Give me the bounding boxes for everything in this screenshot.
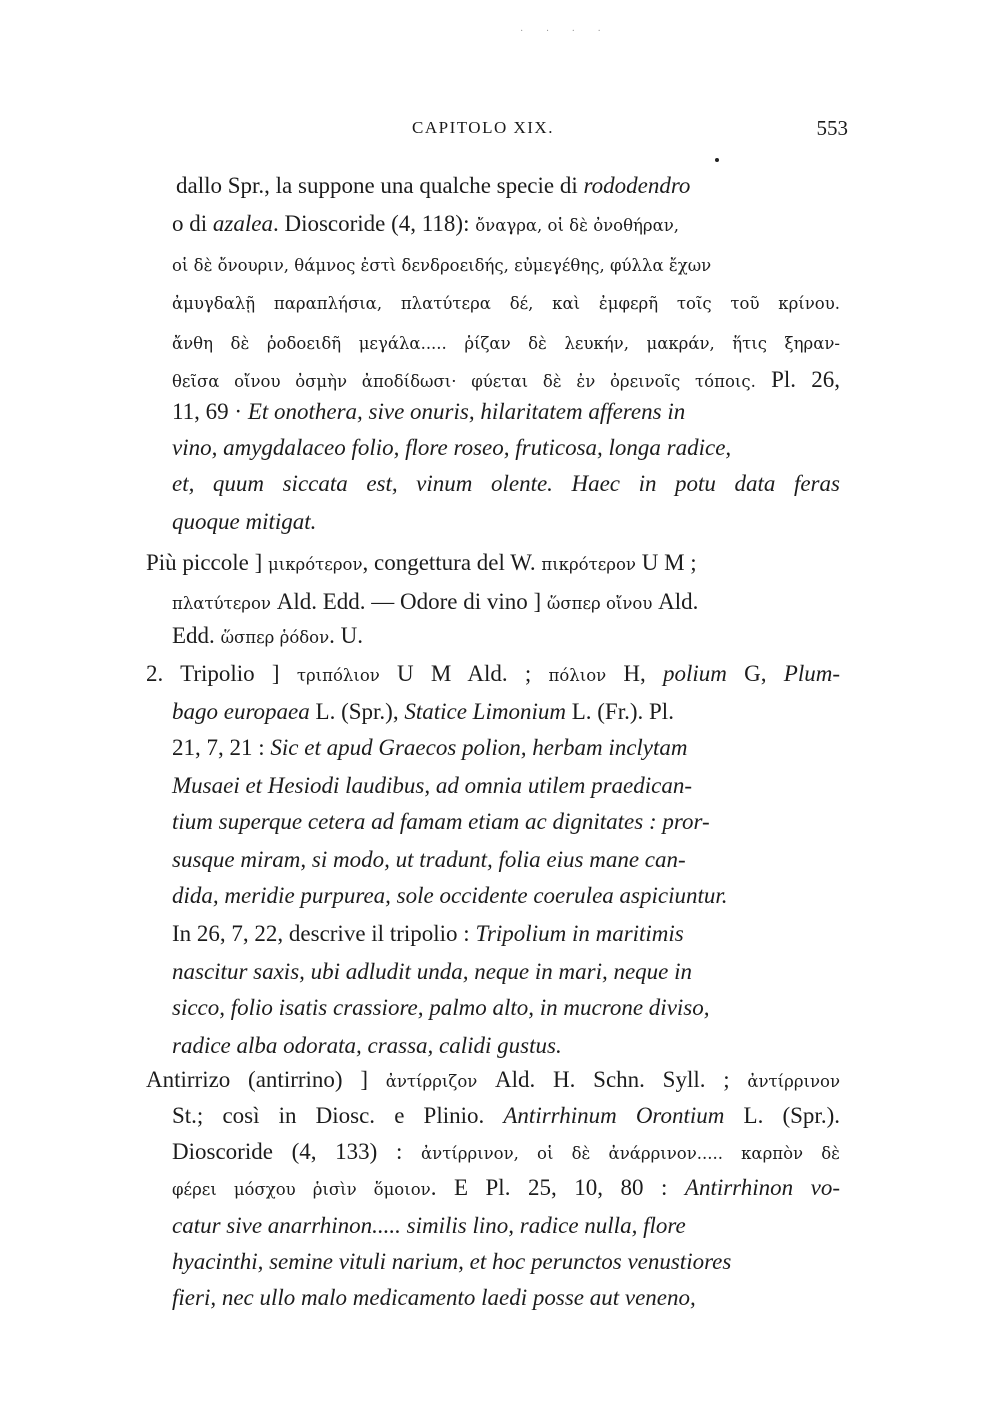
scan-specks: · · · ·	[520, 26, 611, 37]
text-line	[172, 1176, 840, 1199]
greek-text: ἀντίρρινον, οἱ δὲ ἀνάρρινον..... καρπὸν δὲ	[421, 1144, 841, 1163]
text-run: Ald.	[652, 589, 699, 614]
latin-quote: Sic et apud Graecos polion, herbam inclytam	[270, 735, 688, 760]
latin-quote: Plum-	[783, 661, 841, 686]
latin-quote: catur sive anarrhinon..... similis lino, radice nulla, flore	[172, 1213, 686, 1238]
text-line	[176, 174, 690, 197]
latin-quote: hyacinthi, semine vituli narium, et hoc perunctos venustiores	[172, 1249, 732, 1274]
text-run: L. (Spr.).	[724, 1103, 840, 1128]
text-line	[172, 624, 363, 647]
text-run: 2. Tripolio ]	[146, 661, 297, 686]
greek-text: ἄνθη δὲ ῥοδοειδῆ μεγάλα..... ῥίζαν δὲ λευκήν, μακράν, ἥτις ξηραν-	[172, 334, 840, 353]
text-line	[172, 510, 316, 533]
text-line	[172, 212, 679, 235]
text-run: o di	[172, 211, 213, 236]
text-line	[172, 400, 685, 423]
greek-text: ἀντίρριζον	[385, 1072, 478, 1091]
greek-text: ἀμυγδαλῇ παραπλήσια, πλατύτερα δέ, καὶ ἐμφερῆ τοῖς τοῦ κρίνου.	[172, 294, 840, 313]
text-line	[172, 1034, 562, 1057]
latin-quote: Statice Limonium	[404, 699, 566, 724]
text-line	[172, 736, 688, 759]
greek-text: μικρότερον	[268, 555, 363, 574]
text-line	[172, 252, 711, 275]
text-run: . E Pl. 25, 10, 80 :	[430, 1175, 685, 1200]
text-run: U M ;	[635, 550, 697, 575]
text-run: Ald. Edd. — Odore di vino ]	[270, 589, 547, 614]
text-run: Ald. H. Schn. Syll. ;	[477, 1067, 748, 1092]
latin-quote: tium superque cetera ad famam etiam ac dignitates : pror-	[172, 809, 710, 834]
greek-text: ὥσπερ οἴνου	[546, 594, 653, 613]
text-run: Pl. 26,	[755, 367, 840, 392]
latin-quote: rododendro	[583, 173, 691, 198]
text-run: In 26, 7, 22, descrive il tripolio :	[172, 921, 476, 946]
text-line	[172, 1286, 696, 1309]
latin-quote: nascitur saxis, ubi adludit unda, neque in mari, neque in	[172, 959, 693, 984]
text-line	[146, 1068, 840, 1091]
text-line	[172, 330, 840, 353]
latin-quote: azalea	[212, 211, 273, 236]
greek-text: πλατύτερον	[172, 594, 271, 613]
text-line	[172, 1214, 686, 1237]
text-line	[172, 922, 684, 945]
latin-quote: dida, meridie purpurea, sole occidente coerulea aspiciuntur.	[172, 883, 728, 908]
text-run: Edd.	[172, 623, 221, 648]
text-line	[146, 662, 840, 685]
text-run: . U.	[329, 623, 364, 648]
greek-text: οἱ δὲ ὄνουριν, θάμνος ἐστὶ δενδροειδής, εὐμεγέθης, φύλλα ἔχων	[172, 256, 712, 275]
text-line	[172, 700, 674, 723]
latin-quote: radice alba odorata, crassa, calidi gustus.	[172, 1033, 562, 1058]
text-run: 21, 7, 21 :	[172, 735, 271, 760]
text-run: St.; così in Diosc. e Plinio.	[172, 1103, 504, 1128]
text-line	[172, 1140, 840, 1163]
text-run: . Dioscoride (4, 118):	[272, 211, 476, 236]
latin-quote: quoque mitigat.	[172, 509, 317, 534]
latin-quote: susque miram, si modo, ut tradunt, folia eius mane can-	[172, 847, 686, 872]
text-line	[172, 590, 698, 613]
page-number: 553	[816, 116, 848, 140]
greek-text: φέρει μόσχου ῥισὶν ὅμοιον	[172, 1180, 431, 1199]
text-run: H,	[606, 661, 664, 686]
text-line	[172, 1250, 731, 1273]
text-line	[172, 368, 840, 391]
latin-quote: bago europaea	[172, 699, 310, 724]
text-line	[172, 810, 710, 833]
greek-text: πόλιον	[548, 666, 607, 685]
text-line	[172, 960, 692, 983]
text-run: Antirrizo (antirrino) ]	[146, 1067, 386, 1092]
text-line	[172, 848, 686, 871]
text-line	[146, 551, 697, 574]
text-line	[172, 996, 710, 1019]
latin-quote: vino, amygdalaceo folio, flore roseo, fruticosa, longa radice,	[172, 435, 732, 460]
greek-text: τριπόλιον	[296, 666, 380, 685]
greek-text: πικρότερον	[541, 555, 636, 574]
text-run: , congettura del W.	[362, 550, 542, 575]
text-line	[172, 884, 728, 907]
text-line	[172, 774, 692, 797]
greek-text: ἀντίρρινον	[747, 1072, 841, 1091]
greek-text: ὥσπερ ῥόδον	[220, 628, 330, 647]
latin-quote: fieri, nec ullo malo medicamento laedi posse aut veneno,	[172, 1285, 696, 1310]
latin-quote: Tripolium in maritimis	[475, 921, 684, 946]
latin-quote: Musaei et Hesiodi laudibus, ad omnia utilem praedican-	[172, 773, 692, 798]
text-run: Più piccole ]	[146, 550, 268, 575]
text-run: dallo Spr., la suppone una qualche specie di	[176, 173, 584, 198]
latin-quote: Antirrhinum Orontium	[503, 1103, 725, 1128]
greek-text: θεῖσα οἴνου ὀσμὴν ἀποδίδωσι· φύεται δὲ ἐν ὀρεινοῖς τόποις.	[172, 372, 756, 391]
latin-quote: polium	[663, 661, 727, 686]
text-line	[172, 472, 840, 495]
text-run: L. (Spr.),	[309, 699, 405, 724]
greek-text: ὄναγρα, οἱ δὲ ὀνοθήραν,	[475, 216, 680, 235]
ink-dot	[715, 158, 719, 162]
latin-quote: Antirrhinon vo-	[684, 1175, 840, 1200]
latin-quote: et, quum siccata est, vinum olente. Haec in potu data feras	[172, 471, 840, 496]
text-run: 11, 69 ·	[172, 399, 248, 424]
running-head: CAPITOLO XIX.	[412, 118, 554, 137]
text-run: U M Ald. ;	[379, 661, 549, 686]
text-line	[172, 290, 840, 313]
text-run: Dioscoride (4, 133) :	[172, 1139, 422, 1164]
text-run: L. (Fr.). Pl.	[565, 699, 674, 724]
text-line	[172, 436, 731, 459]
text-line	[172, 1104, 840, 1127]
latin-quote: Et onothera, sive onuris, hilaritatem afferens in	[247, 399, 686, 424]
latin-quote: sicco, folio isatis crassiore, palmo alto, in mucrone diviso,	[172, 995, 710, 1020]
text-run: G,	[726, 661, 784, 686]
